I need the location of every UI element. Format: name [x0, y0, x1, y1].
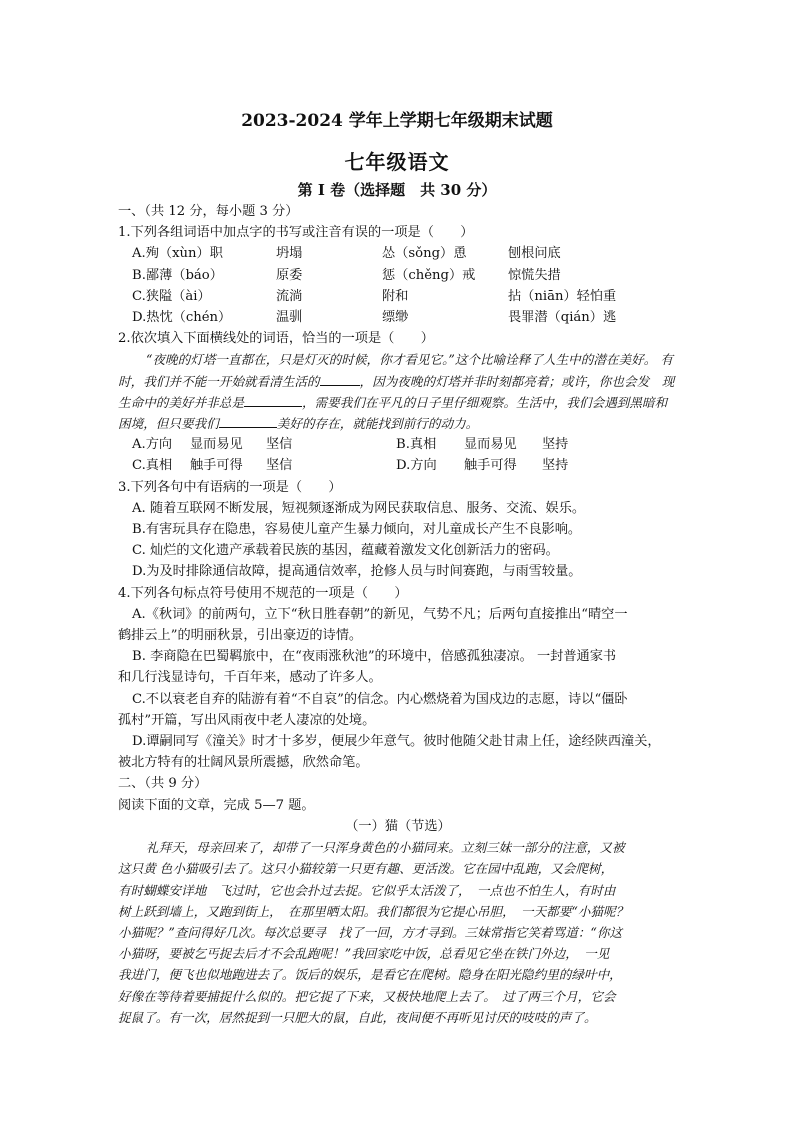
- passage-line: 捉鼠了。有一次，居然捉到一只肥大的鼠，自此，夜间便不再听见讨厌的吱吱的声了。: [118, 1009, 597, 1025]
- q1-a-word2: 坍塌: [276, 246, 303, 262]
- q2-passage-part-b: ，因为夜晚的灯塔并非时刻都亮着；或许，你也会发 现生命中的美好并非总是: [118, 373, 675, 410]
- q1-b-word3: 惩（chěng）戒: [382, 267, 476, 283]
- passage-line: 有时蝴蝶安详地 飞过时，它也会扑过去捉。它似乎太活泼了， 一点也不怕生人，有时由: [118, 882, 616, 898]
- volume-heading: 第 Ⅰ 卷（选择题 共 30 分）: [297, 181, 497, 199]
- q1-b-word1: B.鄙薄（báo）: [132, 267, 223, 283]
- q2-a-word1: A.方向: [132, 437, 173, 453]
- q2-d-word2: 触手可得: [464, 458, 517, 474]
- q4-option-c-line1: C.不以衰老自弃的陆游有着“不自哀”的信念。内心燃烧着为国戍边的志愿，诗以“僵卧: [132, 691, 628, 707]
- passage-title: （一）猫（节选）: [345, 818, 451, 834]
- q4-stem: 4.下列各句标点符号使用不规范的一项是（ ）: [118, 585, 408, 601]
- q1-d-word2: 温驯: [276, 310, 303, 326]
- q1-a-word1: A.殉（xùn）职: [132, 246, 223, 262]
- q1-option-a: [118, 243, 678, 264]
- section1-heading: 一、（共 12 分，每小题 3 分）: [118, 204, 299, 219]
- q4-option-a-line2: 鹤排云上”的明丽秋景，引出豪迈的诗情。: [118, 628, 363, 644]
- q2-a-word3: 坚信: [266, 437, 293, 453]
- q2-c-word1: C.真相: [132, 458, 173, 474]
- q4-option-d-line1: D.谭嗣同写《潼关》时才十多岁，便展少年意气。彼时他随父赴甘肃上任，途经陕西潼关，: [132, 734, 661, 750]
- q1-a-word4: 刨根问底: [508, 246, 561, 262]
- exam-title: 2023-2024 学年上学期七年级期末试题: [241, 111, 553, 131]
- q1-d-word4: 畏罪潜（qián）逃: [508, 310, 617, 326]
- passage-line: 好像在等待着要捕捉什么似的。把它捉了下来，又极快地爬上去了。 过了两三个月，它会: [118, 988, 616, 1004]
- passage-line: 小猫呢？”查问得好几次。每次总要寻 找了一回，方才寻到。三妹常指它笑着骂道：“你这: [118, 924, 623, 940]
- q1-a-word3: 怂（sǒng）恿: [382, 246, 467, 262]
- passage-line: 我进门，便飞也似地跑进去了。饭后的娱乐，是看它在爬树。隐身在阳光隐约里的绿叶中，: [118, 967, 622, 983]
- q2-options-row1: [118, 434, 678, 455]
- q3-option-c: C. 灿烂的文化遗产承载着民族的基因，蕴藏着激发文化创新活力的密码。: [132, 543, 559, 559]
- q2-c-word2: 触手可得: [190, 458, 243, 474]
- q2-passage-part-a: “夜晚的灯塔一直都在，只是灯灭的时候，你才看见它。”这个比喻诠释了人生中的潜在美好。 有时，我们并不能一开始就看清生活的: [118, 352, 673, 389]
- q1-c-word4: 拈（niān）轻怕重: [508, 288, 617, 304]
- q2-passage-part-d: 美好的存在，就能找到前行的动力。: [276, 416, 479, 432]
- q1-d-word1: D.热忱（chén）: [132, 310, 232, 326]
- q1-c-word2: 流淌: [276, 288, 303, 304]
- q2-blank-2: [244, 394, 302, 407]
- q3-option-b: B.有害玩具存在隐患，容易使儿童产生暴力倾向，对儿童成长产生不良影响。: [132, 522, 582, 538]
- q2-a-word2: 显而易见: [190, 437, 243, 453]
- q2-d-word1: D.方向: [396, 458, 437, 474]
- q1-stem: 1.下列各组词语中加点字的书写或注音有误的一项是（ ）: [118, 225, 474, 241]
- q4-option-c-line2: 孤村”开篇，写出风雨夜中老人凄凉的处境。: [118, 712, 376, 728]
- passage-line: 树上跃到墙上，又跑到街上， 在那里晒太阳。我们都很为它提心吊胆， 一天都要“小猫呢？: [118, 903, 629, 919]
- q4-option-a-line1: A.《秋词》的前两句，立下“秋日胜春朝”的新见，气势不凡；后两句直接推出“晴空一: [132, 606, 628, 622]
- q4-option-d-line2: 被北方特有的壮阔风景所震撼，欣然命笔。: [118, 755, 369, 771]
- section2-instruction: 阅读下面的文章，完成 5—7 题。: [118, 797, 315, 813]
- q1-b-word2: 原委: [276, 267, 303, 283]
- q4-option-b-line2: 和几行浅显诗句，千百年来，感动了许多人。: [118, 670, 382, 686]
- passage-line: 礼拜天，母亲回来了，却带了一只浑身黄色的小猫同来。立刻三妹一部分的注意，又被: [146, 840, 625, 856]
- q2-blank-3: [219, 415, 277, 428]
- subject-title: 七年级语文: [344, 150, 450, 174]
- exam-content: [118, 201, 678, 1028]
- q1-c-word3: 附和: [382, 288, 409, 304]
- q3-option-d: D.为及时排除通信故障，提高通信效率，抢修人员与时间赛跑，与雨雪较量。: [132, 564, 582, 580]
- q1-option-d: [118, 307, 678, 328]
- q3-stem: 3.下列各句中有语病的一项是（ ）: [118, 479, 342, 495]
- q4-option-b-line1: B. 李商隐在巴蜀羁旅中，在“夜雨涨秋池”的环境中，倍感孤独凄凉。 一封普通家书: [132, 649, 617, 665]
- q1-option-c: [118, 286, 678, 307]
- section2-heading: 二、（共 9 分）: [118, 776, 208, 792]
- passage-line: 这只黄 色小猫吸引去了。这只小猫较第一只更有趣、更活泼。它在园中乱跑，又会爬树，: [118, 861, 614, 877]
- q2-b-word3: 坚持: [542, 437, 569, 453]
- q2-d-word3: 坚持: [542, 458, 569, 474]
- q2-b-word1: B.真相: [396, 437, 437, 453]
- q2-stem: 2.依次填入下面横线处的词语，恰当的一项是（ ）: [118, 331, 434, 347]
- q2-options-row2: [118, 455, 678, 476]
- q2-passage: [118, 349, 678, 434]
- q1-option-b: [118, 265, 678, 286]
- q2-passage-part-c: ，需要我们在平凡的日子里仔细观察。生活中，我们会遇到黑暗和困境，但只要我们: [118, 394, 668, 432]
- q2-b-word2: 显而易见: [464, 437, 517, 453]
- passage-line: 小猫呀，要被乞丐捉去后才不会乱跑呢！”我回家吃中饭，总看见它坐在铁门外边， 一见: [118, 946, 610, 962]
- q1-b-word4: 惊慌失措: [508, 267, 561, 283]
- q3-option-a: A. 随着互联网不断发展，短视频逐渐成为网民获取信息、服务、交流、娱乐。: [132, 500, 586, 516]
- q1-c-word1: C.狭隘（ài）: [132, 288, 211, 304]
- q2-blank-1: [320, 373, 360, 386]
- q2-c-word3: 坚信: [266, 458, 293, 474]
- q1-d-word3: 缥缈: [382, 310, 409, 326]
